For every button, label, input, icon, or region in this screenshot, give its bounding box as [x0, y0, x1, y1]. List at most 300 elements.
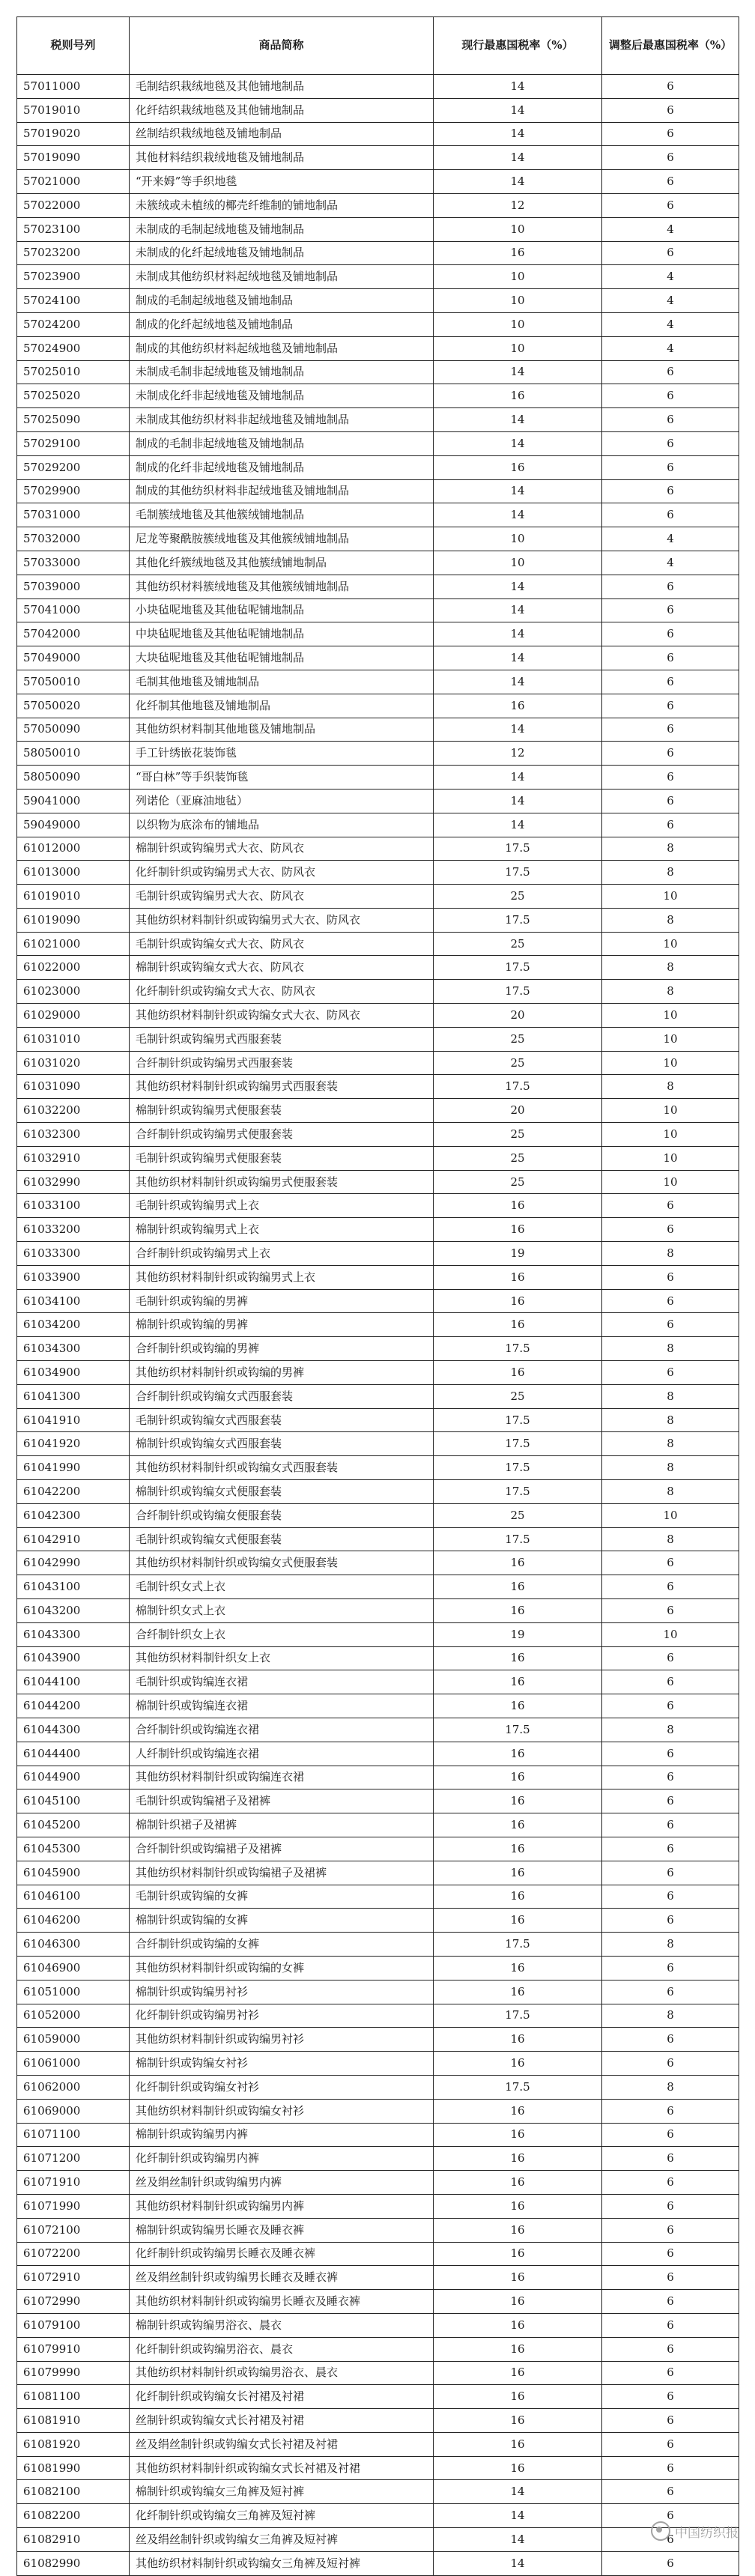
cell-name: 其他纺织材料制针织或钩编连衣裙 — [130, 1766, 434, 1789]
cell-name: 中块毡呢地毯及其他毡呢铺地制品 — [130, 622, 434, 646]
cell-current-rate: 16 — [434, 2147, 602, 2171]
cell-code: 61071990 — [17, 2194, 130, 2218]
cell-current-rate: 25 — [434, 1027, 602, 1051]
wechat-logo-icon — [651, 2521, 670, 2541]
cell-current-rate: 14 — [434, 622, 602, 646]
cell-current-rate: 16 — [434, 2242, 602, 2266]
cell-code: 61081910 — [17, 2409, 130, 2433]
cell-current-rate: 14 — [434, 479, 602, 503]
cell-name: 其他纺织材料制针织或钩编女式便服套装 — [130, 1551, 434, 1575]
cell-code: 61079990 — [17, 2361, 130, 2385]
table-row — [17, 1075, 739, 1099]
cell-current-rate: 16 — [434, 1742, 602, 1766]
cell-current-rate: 14 — [434, 670, 602, 694]
table-row — [17, 1646, 739, 1670]
cell-name: 毛制针织或钩编的女裤 — [130, 1885, 434, 1909]
cell-name: 化纤制针织或钩编男内裤 — [130, 2147, 434, 2171]
cell-code: 57031000 — [17, 503, 130, 527]
cell-adjusted-rate: 8 — [602, 1527, 739, 1551]
cell-name: 以织物为底涂布的铺地品 — [130, 813, 434, 837]
cell-name: 其他纺织材料制针织或钩编男长睡衣及睡衣裤 — [130, 2290, 434, 2314]
cell-current-rate: 16 — [434, 2123, 602, 2147]
cell-current-rate: 16 — [434, 2028, 602, 2052]
cell-name: 丝及绢丝制针织或钩编女三角裤及短衬裤 — [130, 2528, 434, 2552]
cell-name: “哥白林”等手织装饰毯 — [130, 766, 434, 790]
cell-current-rate: 17.5 — [434, 1718, 602, 1742]
table-row — [17, 813, 739, 837]
cell-name: 合纤制针织或钩编男式上衣 — [130, 1242, 434, 1266]
cell-current-rate: 16 — [434, 1670, 602, 1694]
cell-name: 制成的其他纺织材料起绒地毯及铺地制品 — [130, 336, 434, 360]
cell-code: 61082910 — [17, 2528, 130, 2552]
cell-adjusted-rate: 6 — [602, 2551, 739, 2575]
cell-name: 其他纺织材料制针织女上衣 — [130, 1646, 434, 1670]
cell-code: 61072910 — [17, 2266, 130, 2290]
table-row — [17, 1837, 739, 1861]
cell-current-rate: 17.5 — [434, 1432, 602, 1456]
table-row — [17, 1289, 739, 1313]
table-row — [17, 384, 739, 408]
cell-name: 化纤制针织或钩编男衬衫 — [130, 2004, 434, 2028]
cell-code: 61081990 — [17, 2456, 130, 2480]
cell-adjusted-rate: 6 — [602, 1646, 739, 1670]
cell-code: 61082200 — [17, 2504, 130, 2528]
cell-current-rate: 25 — [434, 1503, 602, 1527]
table-row — [17, 622, 739, 646]
cell-adjusted-rate: 6 — [602, 1885, 739, 1909]
cell-current-rate: 16 — [434, 1551, 602, 1575]
cell-adjusted-rate: 6 — [602, 146, 739, 170]
cell-current-rate: 17.5 — [434, 861, 602, 885]
cell-adjusted-rate: 4 — [602, 217, 739, 241]
cell-current-rate: 14 — [434, 170, 602, 194]
cell-adjusted-rate: 6 — [602, 2337, 739, 2361]
cell-current-rate: 16 — [434, 2052, 602, 2076]
cell-current-rate: 16 — [434, 1956, 602, 1980]
table-row — [17, 193, 739, 217]
table-row — [17, 217, 739, 241]
cell-code: 61071100 — [17, 2123, 130, 2147]
cell-adjusted-rate: 6 — [602, 193, 739, 217]
cell-name: 化纤制针织或钩编男式大衣、防风衣 — [130, 861, 434, 885]
table-row — [17, 1933, 739, 1957]
cell-code: 61043300 — [17, 1622, 130, 1646]
cell-code: 57023900 — [17, 265, 130, 289]
table-row — [17, 431, 739, 455]
table-row — [17, 1027, 739, 1051]
table-header — [17, 17, 739, 75]
cell-name: 其他纺织材料制针织或钩编男式便服套装 — [130, 1170, 434, 1194]
cell-name: 其他纺织材料制针织或钩编女三角裤及短衬裤 — [130, 2551, 434, 2575]
cell-code: 61034100 — [17, 1289, 130, 1313]
table-row — [17, 1123, 739, 1147]
cell-adjusted-rate: 6 — [602, 431, 739, 455]
cell-adjusted-rate: 6 — [602, 2456, 739, 2480]
cell-code: 57033000 — [17, 551, 130, 575]
cell-adjusted-rate: 6 — [602, 694, 739, 718]
table-row — [17, 1909, 739, 1933]
table-row — [17, 2385, 739, 2409]
table-row — [17, 2361, 739, 2385]
cell-current-rate: 14 — [434, 360, 602, 384]
cell-code: 57021000 — [17, 170, 130, 194]
cell-adjusted-rate: 6 — [602, 1837, 739, 1861]
cell-current-rate: 16 — [434, 2361, 602, 2385]
cell-code: 57024900 — [17, 336, 130, 360]
cell-adjusted-rate: 6 — [602, 2480, 739, 2504]
table-row — [17, 1194, 739, 1218]
cell-adjusted-rate: 6 — [602, 2409, 739, 2433]
table-row — [17, 1551, 739, 1575]
cell-code: 61042300 — [17, 1503, 130, 1527]
table-row — [17, 2075, 739, 2099]
table-row — [17, 2313, 739, 2337]
watermark — [651, 2521, 739, 2541]
cell-adjusted-rate: 6 — [602, 2242, 739, 2266]
cell-current-rate: 14 — [434, 98, 602, 122]
cell-name: 棉制针织或钩编男式上衣 — [130, 1218, 434, 1242]
cell-name: 合纤制针织或钩编裙子及裙裤 — [130, 1837, 434, 1861]
cell-code: 59049000 — [17, 813, 130, 837]
cell-name: 大块毡呢地毯及其他毡呢铺地制品 — [130, 646, 434, 670]
cell-name: 合纤制针织或钩编连衣裙 — [130, 1718, 434, 1742]
cell-code: 61044400 — [17, 1742, 130, 1766]
cell-adjusted-rate: 6 — [602, 718, 739, 742]
cell-code: 58050010 — [17, 742, 130, 766]
cell-adjusted-rate: 6 — [602, 622, 739, 646]
cell-current-rate: 20 — [434, 1099, 602, 1123]
table-row — [17, 1170, 739, 1194]
cell-code: 61031020 — [17, 1051, 130, 1075]
table-row — [17, 360, 739, 384]
cell-code: 61045300 — [17, 1837, 130, 1861]
table-row — [17, 2456, 739, 2480]
table-row — [17, 1265, 739, 1289]
header-name: 商品简称 — [130, 17, 434, 75]
cell-adjusted-rate: 6 — [602, 1313, 739, 1337]
table-row — [17, 1718, 739, 1742]
cell-adjusted-rate: 6 — [602, 1909, 739, 1933]
cell-adjusted-rate: 6 — [602, 598, 739, 622]
cell-name: 列诺伦（亚麻油地毡） — [130, 789, 434, 813]
table-row — [17, 122, 739, 146]
cell-adjusted-rate: 6 — [602, 455, 739, 479]
cell-adjusted-rate: 8 — [602, 861, 739, 885]
cell-name: 未制成其他纺织材料非起绒地毯及铺地制品 — [130, 408, 434, 432]
cell-code: 57023200 — [17, 241, 130, 265]
cell-adjusted-rate: 6 — [602, 1670, 739, 1694]
cell-code: 57025010 — [17, 360, 130, 384]
cell-adjusted-rate: 6 — [602, 575, 739, 598]
cell-code: 61043100 — [17, 1575, 130, 1599]
cell-name: 棉制针织或钩编的女裤 — [130, 1909, 434, 1933]
cell-code: 61041920 — [17, 1432, 130, 1456]
cell-adjusted-rate: 8 — [602, 1408, 739, 1432]
cell-code: 61072990 — [17, 2290, 130, 2314]
cell-code: 61031090 — [17, 1075, 130, 1099]
cell-current-rate: 14 — [434, 575, 602, 598]
cell-code: 61062000 — [17, 2075, 130, 2099]
cell-name: 其他纺织材料制针织或钩编男浴衣、晨衣 — [130, 2361, 434, 2385]
cell-name: 丝制针织或钩编女式长衬裙及衬裙 — [130, 2409, 434, 2433]
table-row — [17, 1146, 739, 1170]
table-row — [17, 1503, 739, 1527]
cell-adjusted-rate: 6 — [602, 646, 739, 670]
cell-adjusted-rate: 6 — [602, 1194, 739, 1218]
cell-code: 61045200 — [17, 1813, 130, 1837]
cell-code: 61041910 — [17, 1408, 130, 1432]
cell-current-rate: 16 — [434, 2266, 602, 2290]
cell-code: 61051000 — [17, 1980, 130, 2004]
cell-code: 61045900 — [17, 1861, 130, 1885]
cell-current-rate: 16 — [434, 1766, 602, 1789]
cell-adjusted-rate: 4 — [602, 312, 739, 336]
cell-code: 57029100 — [17, 431, 130, 455]
cell-name: 棉制针织或钩编男式便服套装 — [130, 1099, 434, 1123]
cell-code: 61079100 — [17, 2313, 130, 2337]
cell-current-rate: 16 — [434, 2385, 602, 2409]
cell-name: 合纤制针织或钩编男式西服套装 — [130, 1051, 434, 1075]
cell-current-rate: 14 — [434, 766, 602, 790]
cell-code: 57050090 — [17, 718, 130, 742]
cell-adjusted-rate: 10 — [602, 1027, 739, 1051]
cell-adjusted-rate: 8 — [602, 1933, 739, 1957]
cell-current-rate: 16 — [434, 1265, 602, 1289]
cell-current-rate: 10 — [434, 217, 602, 241]
cell-current-rate: 16 — [434, 1575, 602, 1599]
table-row — [17, 1980, 739, 2004]
cell-current-rate: 14 — [434, 2480, 602, 2504]
cell-adjusted-rate: 6 — [602, 408, 739, 432]
cell-code: 57029900 — [17, 479, 130, 503]
cell-adjusted-rate: 6 — [602, 1766, 739, 1789]
table-row — [17, 1432, 739, 1456]
cell-code: 61034300 — [17, 1337, 130, 1361]
cell-name: 其他化纤簇绒地毯及其他簇绒铺地制品 — [130, 551, 434, 575]
table-row — [17, 837, 739, 861]
cell-current-rate: 16 — [434, 1789, 602, 1813]
cell-code: 61022000 — [17, 956, 130, 980]
table-row — [17, 1575, 739, 1599]
table-row — [17, 1218, 739, 1242]
cell-adjusted-rate: 6 — [602, 122, 739, 146]
cell-code: 61021000 — [17, 932, 130, 956]
table-row — [17, 861, 739, 885]
cell-code: 61082100 — [17, 2480, 130, 2504]
table-row — [17, 2242, 739, 2266]
cell-adjusted-rate: 8 — [602, 1432, 739, 1456]
table-row — [17, 265, 739, 289]
cell-name: 未制成的毛制起绒地毯及铺地制品 — [130, 217, 434, 241]
table-row — [17, 2171, 739, 2195]
cell-current-rate: 14 — [434, 2528, 602, 2552]
watermark-text: 中国纺织报 — [675, 2525, 739, 2541]
cell-current-rate: 17.5 — [434, 1337, 602, 1361]
cell-current-rate: 19 — [434, 1622, 602, 1646]
cell-adjusted-rate: 6 — [602, 766, 739, 790]
cell-code: 61042910 — [17, 1527, 130, 1551]
cell-code: 61043900 — [17, 1646, 130, 1670]
cell-current-rate: 25 — [434, 1170, 602, 1194]
cell-adjusted-rate: 10 — [602, 1123, 739, 1147]
table-row — [17, 1789, 739, 1813]
cell-code: 61033300 — [17, 1242, 130, 1266]
cell-current-rate: 14 — [434, 408, 602, 432]
cell-current-rate: 14 — [434, 646, 602, 670]
table-row — [17, 742, 739, 766]
cell-adjusted-rate: 8 — [602, 1337, 739, 1361]
table-row — [17, 479, 739, 503]
cell-code: 61042990 — [17, 1551, 130, 1575]
cell-code: 58050090 — [17, 766, 130, 790]
cell-adjusted-rate: 6 — [602, 360, 739, 384]
table-row — [17, 170, 739, 194]
cell-code: 61079910 — [17, 2337, 130, 2361]
cell-name: 其他纺织材料制针织或钩编男式上衣 — [130, 1265, 434, 1289]
cell-adjusted-rate: 6 — [602, 170, 739, 194]
table-row — [17, 1384, 739, 1408]
cell-adjusted-rate: 8 — [602, 1480, 739, 1504]
table-row — [17, 694, 739, 718]
cell-adjusted-rate: 6 — [602, 1861, 739, 1885]
cell-current-rate: 10 — [434, 551, 602, 575]
cell-name: 其他纺织材料制其他地毯及铺地制品 — [130, 718, 434, 742]
cell-adjusted-rate: 6 — [602, 1361, 739, 1385]
cell-code: 61081920 — [17, 2432, 130, 2456]
cell-current-rate: 16 — [434, 2432, 602, 2456]
cell-current-rate: 16 — [434, 1885, 602, 1909]
table-row — [17, 527, 739, 551]
cell-adjusted-rate: 4 — [602, 336, 739, 360]
table-row — [17, 289, 739, 313]
cell-name: 棉制针织或钩编女衬衫 — [130, 2052, 434, 2076]
header-adjusted-rate: 调整后最惠国税率（%） — [602, 17, 739, 75]
cell-code: 61046900 — [17, 1956, 130, 1980]
table-row — [17, 1861, 739, 1885]
table-row — [17, 1004, 739, 1028]
cell-name: 毛制针织女式上衣 — [130, 1575, 434, 1599]
cell-code: 57025090 — [17, 408, 130, 432]
cell-name: 毛制针织或钩编女式西服套装 — [130, 1408, 434, 1432]
cell-adjusted-rate: 6 — [602, 1694, 739, 1718]
table-row — [17, 718, 739, 742]
cell-adjusted-rate: 6 — [602, 742, 739, 766]
cell-name: 合纤制针织或钩编的女裤 — [130, 1933, 434, 1957]
cell-current-rate: 14 — [434, 813, 602, 837]
cell-adjusted-rate: 6 — [602, 2432, 739, 2456]
cell-adjusted-rate: 6 — [602, 1575, 739, 1599]
cell-adjusted-rate: 8 — [602, 1242, 739, 1266]
cell-current-rate: 25 — [434, 885, 602, 909]
cell-adjusted-rate: 10 — [602, 1170, 739, 1194]
cell-name: 棉制针织或钩编男式大衣、防风衣 — [130, 837, 434, 861]
table-row — [17, 2052, 739, 2076]
cell-name: 制成的毛制起绒地毯及铺地制品 — [130, 289, 434, 313]
cell-current-rate: 17.5 — [434, 1933, 602, 1957]
cell-name: 毛制针织或钩编男式便服套装 — [130, 1146, 434, 1170]
cell-name: 棉制针织女式上衣 — [130, 1599, 434, 1623]
cell-name: 其他纺织材料制针织或钩编的女裤 — [130, 1956, 434, 1980]
table-row — [17, 646, 739, 670]
cell-name: 其他纺织材料簇绒地毯及其他簇绒铺地制品 — [130, 575, 434, 598]
cell-current-rate: 17.5 — [434, 980, 602, 1004]
cell-name: 未制成的化纤起绒地毯及铺地制品 — [130, 241, 434, 265]
cell-current-rate: 17.5 — [434, 2075, 602, 2099]
cell-name: 其他纺织材料制针织或钩编男式西服套装 — [130, 1075, 434, 1099]
cell-code: 61052000 — [17, 2004, 130, 2028]
cell-adjusted-rate: 6 — [602, 2385, 739, 2409]
cell-adjusted-rate: 6 — [602, 1980, 739, 2004]
cell-current-rate: 17.5 — [434, 1456, 602, 1480]
cell-adjusted-rate: 6 — [602, 1218, 739, 1242]
cell-adjusted-rate: 6 — [602, 98, 739, 122]
cell-adjusted-rate: 6 — [602, 241, 739, 265]
cell-code: 61046300 — [17, 1933, 130, 1957]
cell-name: 毛制其他地毯及铺地制品 — [130, 670, 434, 694]
cell-code: 57023100 — [17, 217, 130, 241]
cell-adjusted-rate: 10 — [602, 932, 739, 956]
table-row — [17, 1051, 739, 1075]
table-row — [17, 1361, 739, 1385]
cell-adjusted-rate: 6 — [602, 2052, 739, 2076]
cell-name: 未制成其他纺织材料起绒地毯及铺地制品 — [130, 265, 434, 289]
cell-name: 其他纺织材料制针织或钩编的男裤 — [130, 1361, 434, 1385]
cell-name: 合纤制针织女上衣 — [130, 1622, 434, 1646]
cell-name: 化纤制针织或钩编男浴衣、晨衣 — [130, 2337, 434, 2361]
cell-current-rate: 10 — [434, 312, 602, 336]
cell-current-rate: 16 — [434, 2218, 602, 2242]
cell-adjusted-rate: 6 — [602, 2123, 739, 2147]
cell-name: 棉制针织或钩编男长睡衣及睡衣裤 — [130, 2218, 434, 2242]
cell-adjusted-rate: 6 — [602, 1551, 739, 1575]
cell-name: 棉制针织或钩编女式大衣、防风衣 — [130, 956, 434, 980]
table-row — [17, 1527, 739, 1551]
cell-current-rate: 16 — [434, 2171, 602, 2195]
cell-adjusted-rate: 6 — [602, 503, 739, 527]
cell-name: 毛制针织或钩编男式上衣 — [130, 1194, 434, 1218]
cell-adjusted-rate: 8 — [602, 908, 739, 932]
cell-adjusted-rate: 6 — [602, 2528, 739, 2552]
cell-current-rate: 16 — [434, 2313, 602, 2337]
cell-name: 人纤制针织或钩编连衣裙 — [130, 1742, 434, 1766]
cell-code: 57022000 — [17, 193, 130, 217]
cell-name: 化纤制针织或钩编女衬衫 — [130, 2075, 434, 2099]
cell-name: 制成的毛制非起绒地毯及铺地制品 — [130, 431, 434, 455]
table-row — [17, 1480, 739, 1504]
cell-name: 合纤制针织或钩编女式西服套装 — [130, 1384, 434, 1408]
cell-name: 毛制针织或钩编连衣裙 — [130, 1670, 434, 1694]
cell-code: 57024200 — [17, 312, 130, 336]
cell-adjusted-rate: 6 — [602, 813, 739, 837]
cell-name: 化纤制针织或钩编女长衬裙及衬裙 — [130, 2385, 434, 2409]
cell-current-rate: 16 — [434, 1980, 602, 2004]
cell-current-rate: 16 — [434, 1599, 602, 1623]
cell-code: 61072100 — [17, 2218, 130, 2242]
cell-code: 57041000 — [17, 598, 130, 622]
cell-code: 61012000 — [17, 837, 130, 861]
table-row — [17, 98, 739, 122]
cell-code: 61044900 — [17, 1766, 130, 1789]
cell-code: 61059000 — [17, 2028, 130, 2052]
cell-adjusted-rate: 10 — [602, 1146, 739, 1170]
cell-adjusted-rate: 6 — [602, 1265, 739, 1289]
cell-name: 毛制针织或钩编女式大衣、防风衣 — [130, 932, 434, 956]
cell-adjusted-rate: 8 — [602, 1456, 739, 1480]
cell-code: 57039000 — [17, 575, 130, 598]
table-row — [17, 241, 739, 265]
cell-code: 61033200 — [17, 1218, 130, 1242]
cell-adjusted-rate: 6 — [602, 1956, 739, 1980]
